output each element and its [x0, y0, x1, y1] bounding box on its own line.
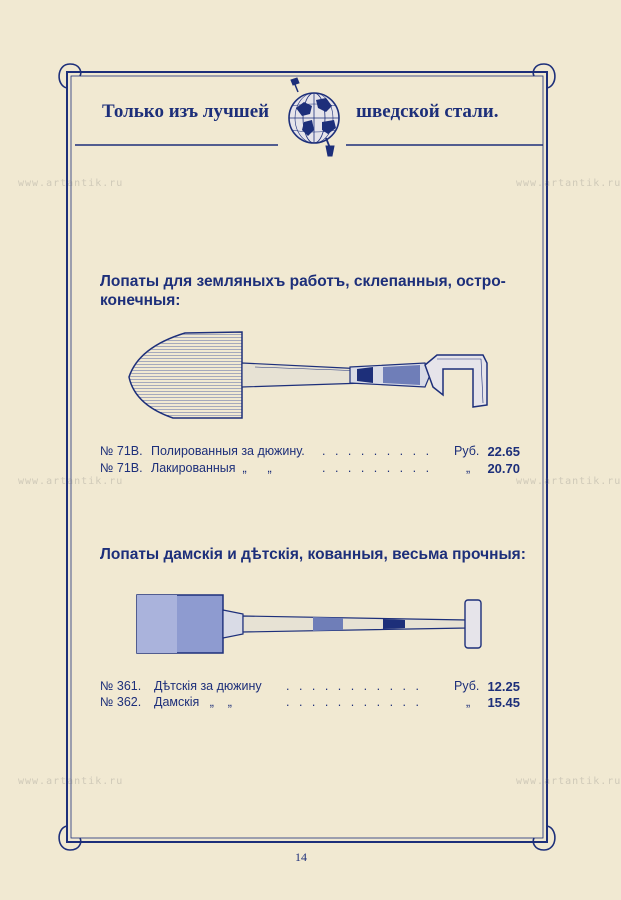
square-spade-icon [133, 592, 493, 656]
page-number: 14 [295, 850, 307, 864]
item-price: 12.25 [487, 679, 520, 694]
pointed-shovel-icon [125, 325, 495, 425]
item-number: № 71В. [100, 444, 143, 458]
globe-emblem-icon [282, 78, 346, 160]
watermark: www.artantik.ru [18, 178, 124, 189]
leader-dots: . . . . . . . . . . . [286, 679, 422, 693]
price-row [100, 444, 520, 460]
section-heading [100, 545, 545, 564]
watermark: www.artantik.ru [18, 476, 124, 487]
item-number: № 71В. [100, 461, 143, 475]
currency-label: „ [466, 695, 471, 709]
currency-label: Руб. [454, 679, 480, 693]
item-description: Дѣтскія за дюжину [154, 679, 262, 693]
price-row [100, 695, 520, 711]
header-right-text: шведской стали. [356, 101, 499, 122]
item-price: 22.65 [487, 444, 520, 459]
item-description: Полированныя за дюжину. [151, 444, 305, 458]
currency-label: „ [466, 461, 471, 475]
header-left-text: Только изъ лучшей [102, 101, 270, 122]
currency-label: Руб. [454, 444, 480, 458]
item-price: 20.70 [487, 461, 520, 476]
leader-dots: . . . . . . . . . [322, 444, 433, 458]
item-price: 15.45 [487, 695, 520, 710]
watermark: www.artantik.ru [516, 776, 621, 787]
price-row [100, 679, 520, 695]
heading-line: Лопаты для земляныхъ работъ, склепанныя, остро- [100, 273, 506, 290]
watermark: www.artantik.ru [516, 178, 621, 189]
leader-dots: . . . . . . . . . . . [286, 695, 422, 709]
watermark: www.artantik.ru [516, 476, 621, 487]
leader-dots: . . . . . . . . . [322, 461, 433, 475]
item-description: Лакированныя „ „ [151, 461, 272, 475]
section-heading [100, 272, 540, 310]
heading-line: Лопаты дамскія и дѣтскія, кованныя, весьма прочныя: [100, 546, 526, 563]
item-number: № 361. [100, 679, 142, 693]
item-number: № 362. [100, 695, 142, 709]
item-description: Дамскія „ „ [154, 695, 232, 709]
price-row [100, 461, 520, 477]
heading-line: конечныя: [100, 292, 181, 309]
watermark: www.artantik.ru [18, 776, 124, 787]
